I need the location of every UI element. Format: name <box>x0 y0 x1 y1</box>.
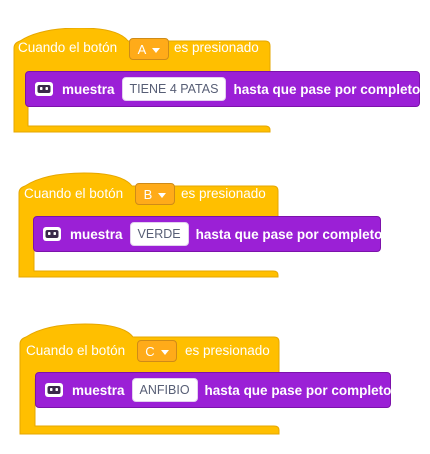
button-dropdown[interactable] <box>137 340 177 362</box>
robot-face-icon <box>42 226 62 242</box>
show-verb-label: muestra <box>72 382 125 398</box>
show-text-block[interactable] <box>33 216 381 252</box>
robot-face-icon <box>34 81 54 97</box>
show-text-block[interactable] <box>35 372 391 408</box>
event-prefix-label: Cuando el botón <box>18 40 118 55</box>
button-dropdown-value: A <box>137 41 147 57</box>
robot-face-icon <box>44 382 64 398</box>
until-complete-label: hasta que pase por completo <box>195 226 383 242</box>
button-dropdown-value: C <box>145 343 155 359</box>
until-complete-label: hasta que pase por completo <box>204 382 392 398</box>
chevron-down-icon <box>161 350 169 355</box>
event-suffix-label: es presionado <box>174 40 259 55</box>
event-suffix-label: es presionado <box>185 343 270 358</box>
button-dropdown-value: B <box>143 186 153 202</box>
until-complete-label: hasta que pase por completo <box>233 81 421 97</box>
message-text-input[interactable]: TIENE 4 PATAS <box>122 77 227 101</box>
button-dropdown[interactable] <box>129 38 169 60</box>
message-text-input[interactable]: VERDE <box>130 222 189 246</box>
chevron-down-icon <box>158 193 166 198</box>
message-text-input[interactable]: ANFIBIO <box>132 378 198 402</box>
show-verb-label: muestra <box>70 226 123 242</box>
chevron-down-icon <box>152 48 160 53</box>
event-prefix-label: Cuando el botón <box>24 186 124 201</box>
show-verb-label: muestra <box>62 81 115 97</box>
event-suffix-label: es presionado <box>181 186 266 201</box>
button-dropdown[interactable] <box>135 183 175 205</box>
show-text-block[interactable] <box>25 71 420 107</box>
event-prefix-label: Cuando el botón <box>26 343 126 358</box>
